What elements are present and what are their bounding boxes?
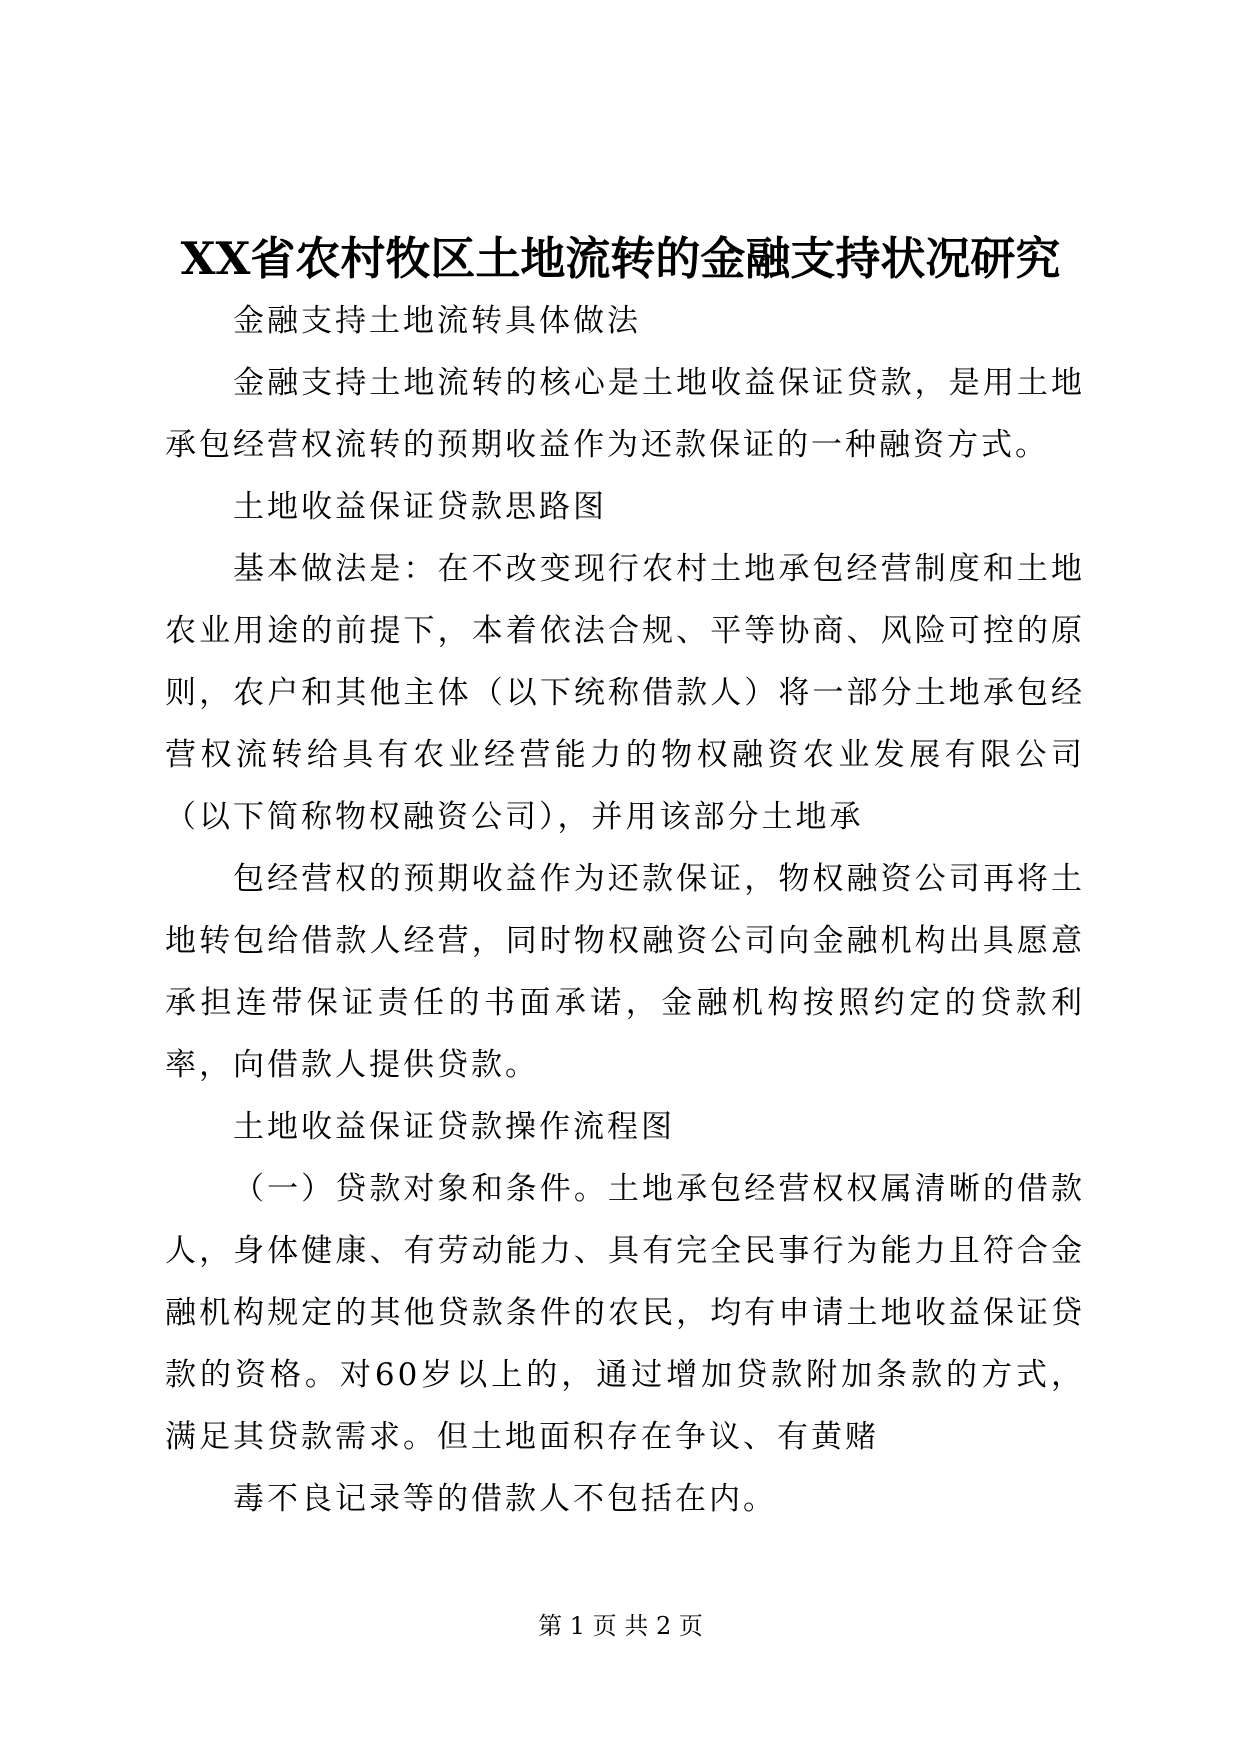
document-body [165, 290, 1085, 1530]
paragraph-4: 基本做法是：在不改变现行农村土地承包经营制度和土地农业用途的前提下，本着依法合规、平等协商、风险可控的原则，农户和其他主体（以下统称借款人）将一部分土地承包经营权流转给具有农业经营能力的物权融资农业发展有限公司（以下简称物权融资公司），并用该部分土地承 [165, 551, 1085, 835]
document-title: XX省农村牧区土地流转的金融支持状况研究 [180, 232, 1061, 285]
paragraph-2: 金融支持土地流转的核心是土地收益保证贷款，是用土地承包经营权流转的预期收益作为还款保证的一种融资方式。 [165, 365, 1085, 463]
paragraph-7: （一）贷款对象和条件。土地承包经营权权属清晰的借款人，身体健康、有劳动能力、具有完全民事行为能力且符合金融机构规定的其他贷款条件的农民，均有申请土地收益保证贷款的资格。对60岁以上的，通过增加贷款附加条款的方式，满足其贷款需求。但土地面积存在争议、有黄赌 [165, 1171, 1085, 1455]
page-number-footer: 第 1 页 共 2 页 [538, 1612, 703, 1640]
paragraph-3: 土地收益保证贷款思路图 [233, 489, 607, 525]
paragraph-1: 金融支持土地流转具体做法 [233, 303, 641, 339]
paragraph-5: 包经营权的预期收益作为还款保证，物权融资公司再将土地转包给借款人经营，同时物权融资公司向金融机构出具愿意承担连带保证责任的书面承诺，金融机构按照约定的贷款利率，向借款人提供贷款。 [165, 861, 1085, 1083]
paragraph-8: 毒不良记录等的借款人不包括在内。 [233, 1481, 777, 1517]
paragraph-6: 土地收益保证贷款操作流程图 [233, 1109, 675, 1145]
